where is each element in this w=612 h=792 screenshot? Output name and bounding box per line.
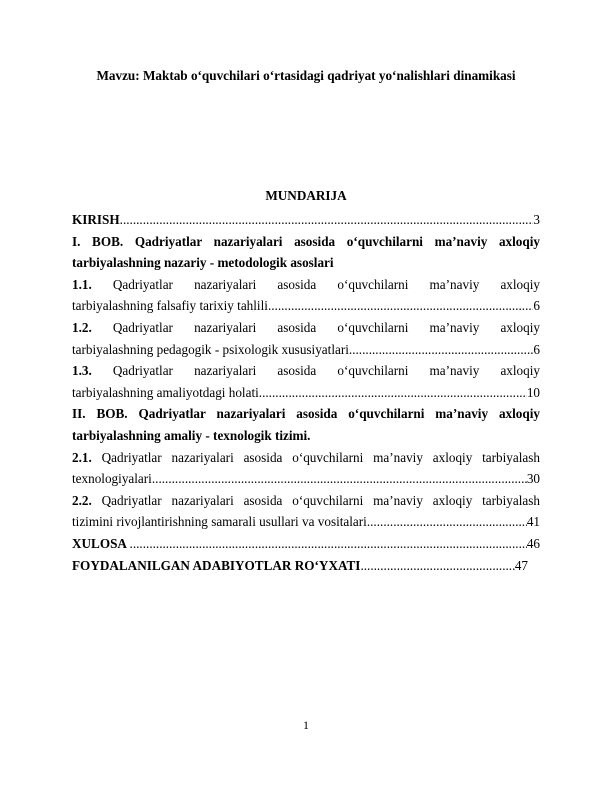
section-text: tizimini rivojlantirishning samarali usullari va vositalari <box>72 514 367 530</box>
toc-section-1-2-line1[interactable] <box>72 317 540 339</box>
toc-page-number: 30 <box>526 471 540 487</box>
toc-chapter-2-line2[interactable]: tarbiyalashning amaliy - texnologik tizimi. <box>72 427 311 443</box>
toc-entry-kirish[interactable] <box>72 209 540 231</box>
section-text: Qadriyatlar nazariyalari asosida o‘quvchilarni ma’naviy axloqiy <box>112 319 540 335</box>
section-text: tarbiyalashning pedagogik - psixologik xususiyatlari <box>72 341 349 357</box>
toc-title: MUNDARIJA <box>265 188 347 203</box>
table-of-contents <box>72 209 540 576</box>
section-number: 1.2. <box>72 319 92 335</box>
dot-leader <box>367 511 527 533</box>
toc-page-number: 10 <box>526 384 540 400</box>
page-number: 1 <box>303 718 309 732</box>
dot-leader <box>360 555 514 577</box>
section-text: texnologiyalari <box>72 471 152 487</box>
section-number: 2.2. <box>72 492 92 508</box>
section-text: Qadriyatlar nazariyalari asosida o‘quvchilarni ma’naviy axloqiy tarbiyalash <box>101 492 540 508</box>
toc-page-number: 3 <box>533 212 540 227</box>
toc-page-number: 41 <box>526 514 540 530</box>
toc-page-number: 47 <box>514 557 528 573</box>
toc-section-1-3-line2[interactable] <box>72 382 540 404</box>
dot-leader <box>259 382 527 404</box>
section-number: 2.1. <box>72 449 92 465</box>
dot-leader <box>120 209 534 231</box>
toc-chapter-1-line2[interactable]: tarbiyalashning nazariy - metodologik asoslari <box>72 255 334 271</box>
section-text: tarbiyalashning falsafiy tarixiy tahlili <box>72 298 268 314</box>
toc-section-1-1-line2[interactable] <box>72 295 540 317</box>
dot-leader <box>268 295 533 317</box>
toc-section-2-1-line2[interactable] <box>72 468 540 490</box>
toc-section-1-2-line2[interactable] <box>72 339 540 361</box>
dot-leader <box>349 339 534 361</box>
document-topic: Mavzu: Maktab o‘quvchilari o‘rtasidagi qadriyat yo‘nalishlari dinamikasi <box>96 68 516 83</box>
section-text: tarbiyalashning amaliyotdagi holati <box>72 384 259 400</box>
toc-page-number: 6 <box>533 298 540 314</box>
toc-chapter-2-line1[interactable]: II. BOB. Qadriyatlar nazariyalari asosida o‘quvchilarni ma’naviy axloqiy <box>72 406 540 422</box>
toc-page-number: 6 <box>533 341 540 357</box>
section-number: 1.3. <box>72 363 92 379</box>
section-text: Qadriyatlar nazariyalari asosida o‘quvchilarni ma’naviy axloqiy <box>112 276 540 292</box>
toc-section-2-2-line1[interactable] <box>72 490 540 512</box>
section-text: Qadriyatlar nazariyalari asosida o‘quvchilarni ma’naviy axloqiy <box>112 363 540 379</box>
toc-entry-adabiyotlar[interactable] <box>72 555 528 577</box>
toc-section-1-1-line1[interactable] <box>72 274 540 296</box>
section-text: Qadriyatlar nazariyalari asosida o‘quvchilarni ma’naviy axloqiy tarbiyalash <box>101 449 540 465</box>
toc-section-1-3-line1[interactable] <box>72 360 540 382</box>
dot-leader <box>130 533 527 555</box>
toc-page-number: 46 <box>526 535 540 551</box>
toc-section-2-1-line1[interactable] <box>72 447 540 469</box>
toc-entry-label: KIRISH <box>72 212 120 227</box>
toc-entry-xulosa[interactable] <box>72 533 540 555</box>
toc-chapter-1-line1[interactable]: I. BOB. Qadriyatlar nazariyalari asosida o‘quvchilarni ma’naviy axloqiy <box>72 233 540 249</box>
section-number: 1.1. <box>72 276 92 292</box>
toc-section-2-2-line2[interactable] <box>72 511 540 533</box>
toc-entry-label: FOYDALANILGAN ADABIYOTLAR RO‘YXATI <box>72 557 361 573</box>
toc-entry-label: XULOSA <box>72 535 130 551</box>
dot-leader <box>152 468 527 490</box>
